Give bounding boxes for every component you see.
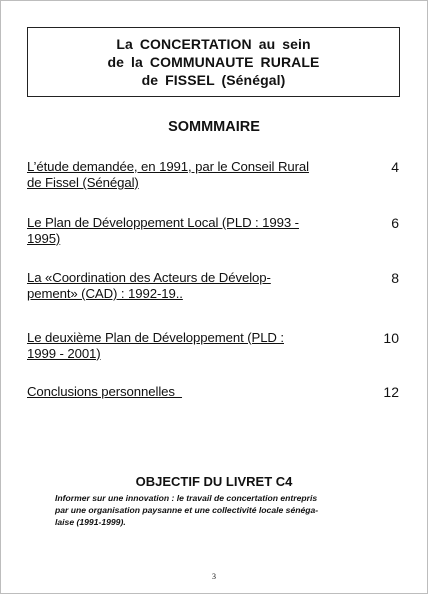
toc-entry-text[interactable] (27, 270, 349, 302)
toc-entry-line[interactable]: La «Coordination des Acteurs de Dévelop- (27, 270, 271, 285)
title-line-2: de la COMMUNAUTE RURALE (107, 54, 320, 70)
objectif-line: Informer sur une innovation : le travail de concertation entrepris (55, 493, 318, 503)
toc-page-number: 8 (391, 270, 399, 286)
toc-entry-line[interactable]: Conclusions personnelles (27, 384, 183, 399)
toc-page-number: 12 (383, 384, 399, 400)
toc-entry-line[interactable]: pement» (CAD) : 1992-19.. (27, 286, 183, 301)
objectif-line: laise (1991-1999). (55, 517, 126, 527)
toc-entry-line[interactable]: de Fissel (Sénégal) (27, 175, 139, 190)
toc-entry-line[interactable]: Le Plan de Développement Local (PLD : 1993 - (27, 215, 299, 230)
toc-entry-line[interactable]: Le deuxième Plan de Développement (PLD : (27, 330, 284, 345)
toc-entry-line[interactable]: 1995) (27, 231, 61, 246)
toc-entry-text[interactable] (27, 215, 349, 247)
toc-entry-line[interactable]: 1999 - 2001) (27, 346, 101, 361)
title-line-1: La CONCERTATION au sein (116, 36, 311, 52)
objectif-description (55, 492, 385, 528)
toc-entry-line[interactable]: L’étude demandée, en 1991, par le Conseil Rural (27, 159, 309, 174)
objectif-heading: OBJECTIF DU LIVRET C4 (135, 474, 293, 489)
objectif-line: par une organisation paysanne et une collectivité locale sénéga- (55, 505, 319, 515)
toc-page-number: 6 (391, 215, 399, 231)
toc-entry-text[interactable] (27, 384, 349, 400)
page-number: 3 (212, 572, 216, 581)
toc-page-number: 10 (383, 330, 399, 346)
toc-entry-text[interactable] (27, 159, 349, 191)
title-line-3: de FISSEL (Sénégal) (141, 72, 286, 88)
sommaire-heading: SOMMMAIRE (168, 119, 260, 135)
title-box (27, 27, 400, 97)
toc-entry-text[interactable] (27, 330, 349, 362)
toc-page-number: 4 (391, 159, 399, 175)
